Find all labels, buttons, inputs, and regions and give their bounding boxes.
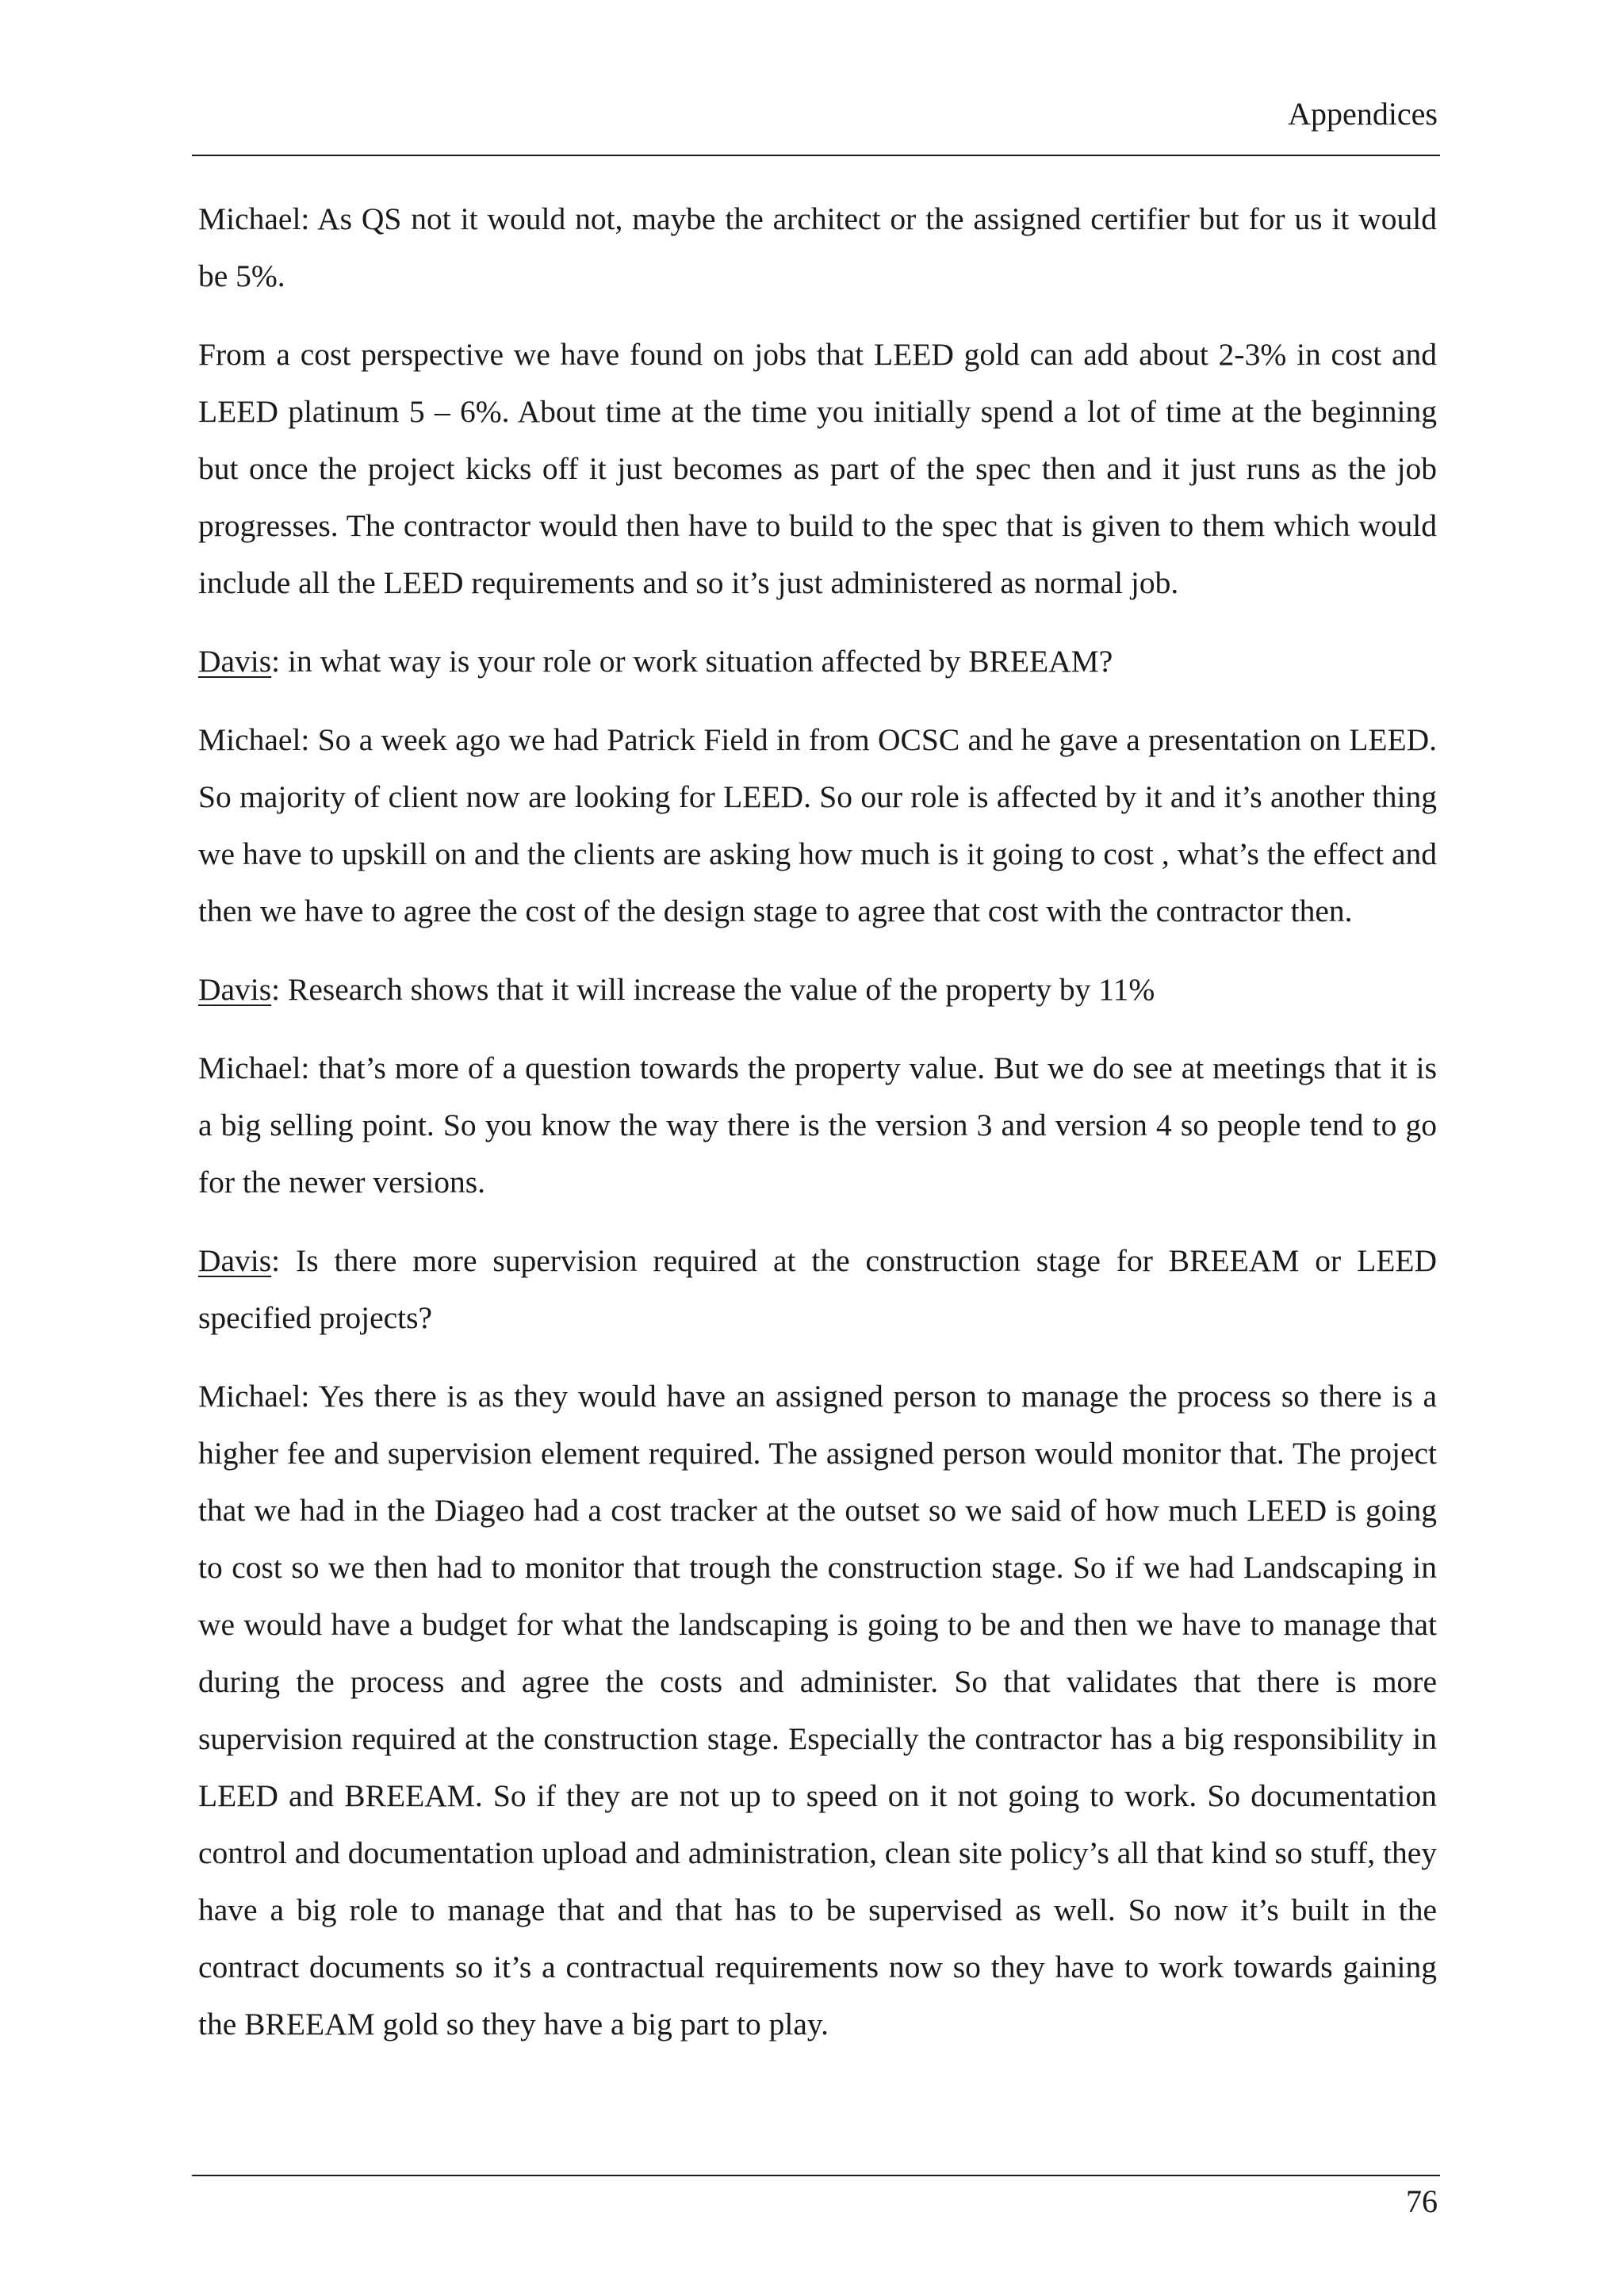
speaker-name: Davis (198, 972, 272, 1007)
running-header: Appendices (1288, 96, 1438, 132)
interview-transcript (198, 190, 1437, 2074)
speaker-name: Michael (198, 722, 301, 757)
transcript-paragraph: Michael: Yes there is as they would have an assigned person to manage the process so there is a higher fee and supervision element required. The assigned person would monitor that. The project that we had in the Diageo had a cost tracker at the outset so we said of how much LEED is going to cost so we then had to monitor that trough the construction stage. So if we had Landscaping in we would have a budget for what the landscaping is going to be and then we have to manage that during the process and agree the costs and administer. So that validates that there is more supervision required at the construction stage. Especially the contractor has a big responsibility in LEED and BREEAM. So if they are not up to speed on it not going to work. So documentation control and documentation upload and administration, clean site policy’s all that kind so stuff, they have a big role to manage that and that has to be supervised as well. So now it’s built in the contract documents so it’s a contractual requirements now so they have to work towards gaining the BREEAM gold so they have a big part to play. (198, 1379, 1437, 2042)
paragraph-text: Is there more supervision required at the construction stage for BREEAM or LEED specified projects? (198, 1243, 1437, 1335)
transcript-paragraph: Davis: Research shows that it will increase the value of the property by 11% (198, 972, 1155, 1007)
footer-rule (192, 2175, 1440, 2176)
transcript-paragraph: Davis: in what way is your role or work situation affected by BREEAM? (198, 644, 1113, 679)
speaker-name: Michael (198, 201, 301, 236)
transcript-paragraph: Michael: that’s more of a question towards the property value. But we do see at meetings that it is a big selling point. So you know the way there is the version 3 and version 4 so people tend to go for the newer versions. (198, 1050, 1437, 1200)
paragraph-text: Yes there is as they would have an assigned person to manage the process so there is a higher fee and supervision element required. The assigned person would monitor that. The project that we had in the Diageo had a cost tracker at the outset so we said of how much LEED is going to cost so we then had to monitor that trough the construction stage. So if we had Landscaping in we would have a budget for what the landscaping is going to be and then we have to manage that during the process and agree the costs and administer. So that validates that there is more supervision required at the construction stage. Especially the contractor has a big responsibility in LEED and BREEAM. So if they are not up to speed on it not going to work. So documentation control and documentation upload and administration, clean site policy’s all that kind so stuff, they have a big role to manage that and that has to be supervised as well. So now it’s built in the contract documents so it’s a contractual requirements now so they have to work towards gaining the BREEAM gold so they have a big part to play. (198, 1379, 1437, 2042)
speaker-name: Michael (198, 1379, 301, 1414)
paragraph-text: Research shows that it will increase the value of the property by 11% (288, 972, 1155, 1007)
transcript-paragraph: Michael: So a week ago we had Patrick Field in from OCSC and he gave a presentation on LEED. So majority of client now are looking for LEED. So our role is affected by it and it’s another thing we have to upskill on and the clients are asking how much is it going to cost , what’s the effect and then we have to agree the cost of the design stage to agree that cost with the contractor then. (198, 722, 1437, 928)
paragraph-text: that’s more of a question towards the property value. But we do see at meetings that it is a big selling point. So you know the way there is the version 3 and version 4 so people tend to go for the newer versions. (198, 1050, 1437, 1200)
transcript-paragraph (198, 326, 1437, 611)
paragraph-text: As QS not it would not, maybe the architect or the assigned certifier but for us it would be 5%. (198, 201, 1437, 293)
transcript-paragraph: Michael: As QS not it would not, maybe the architect or the assigned certifier but for us it would be 5%. (198, 201, 1437, 293)
paragraph-text: From a cost perspective we have found on jobs that LEED gold can add about 2-3% in cost and LEED platinum 5 – 6%. About time at the time you initially spend a lot of time at the beginning but once the project kicks off it just becomes as part of the spec then and it just runs as the job progresses. The contractor would then have to build to the spec that is given to them which would include all the LEED requirements and so it’s just administered as normal job. (198, 337, 1437, 600)
page-number: 76 (1406, 2183, 1438, 2219)
paragraph-text: in what way is your role or work situation affected by BREEAM? (288, 644, 1113, 679)
paragraph-text: So a week ago we had Patrick Field in from OCSC and he gave a presentation on LEED. So majority of client now are looking for LEED. So our role is affected by it and it’s another thing we have to upskill on and the clients are asking how much is it going to cost , what’s the effect and then we have to agree the cost of the design stage to agree that cost with the contractor then. (198, 722, 1437, 928)
speaker-name: Davis (198, 644, 272, 679)
speaker-name: Michael (198, 1050, 301, 1085)
speaker-name: Davis (198, 1243, 272, 1278)
transcript-paragraph: Davis: Is there more supervision required at the construction stage for BREEAM or LEED specified projects? (198, 1243, 1437, 1335)
header-rule (192, 155, 1440, 156)
